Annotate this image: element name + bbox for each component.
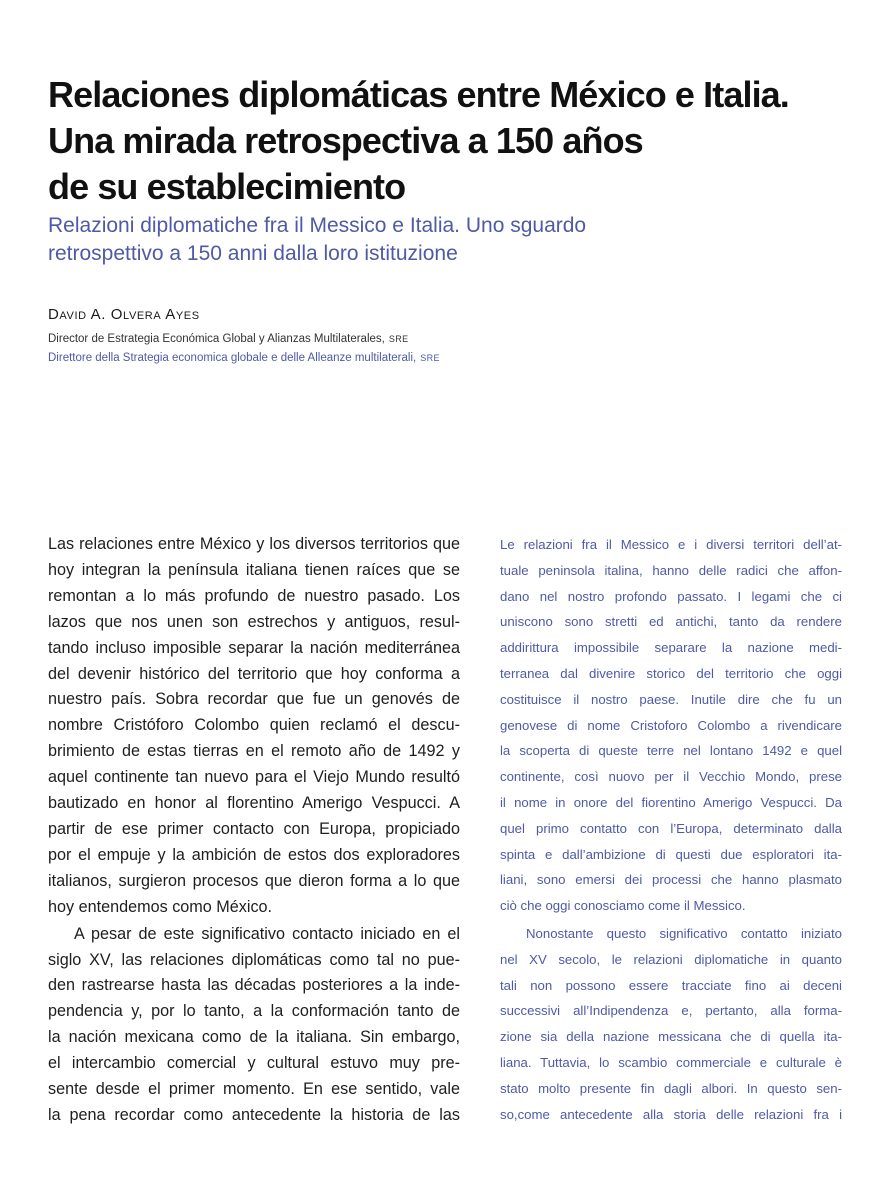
text-line: sente desde el primer momento. En ese sentido, vale [48,1080,460,1099]
text-line: italianos, surgieron procesos que dieron forma a lo que [48,871,460,890]
text-line: continente, così nuovo per il Vecchio Mondo, prese [500,769,842,785]
text-line: por el empuje y la ambición de estos dos exploradores [48,845,460,864]
org-abbreviation: SRE [420,353,440,363]
text-line: bautizado en honor al florentino Amerigo Vespucci. A [48,794,460,813]
subtitle-line: retrospettivo a 150 anni dalla loro istituzione [48,242,458,265]
text-line: A pesar de este significativo contacto iniciado en el [74,924,460,943]
text-line: den rastrearse hasta las décadas posteriores a la inde- [48,976,460,995]
paragraph [48,922,460,1129]
text-line: liani, sono emersi dei processi che hanno plasmato [500,872,842,888]
text-line: genovese di nome Cristoforo Colombo a rivendicare [500,717,842,733]
text-line: liana. Tuttavia, lo scambio commerciale e culturale è [500,1054,842,1070]
text-line: la scoperta di queste terre nel lontano 1492 e quel [500,743,842,759]
author-name: David A. Olvera Ayes [48,306,200,323]
text-line: il nome in onore del fiorentino Amerigo Vespucci. Da [500,794,842,810]
text-line: nombre Cristóforo Colombo quien reclamó el descu- [48,716,460,735]
text-line: aquel continente tan nuevo para el Viejo Mundo resultó [48,768,460,787]
text-line: lazos que nos unen son estrechos y antiguos, resul- [48,612,460,631]
body-column-spanish [48,532,460,1129]
text-line: la pena recordar como antecedente la historia de las [48,1105,460,1124]
text-line: nel XV secolo, le relazioni diplomatiche in quanto [500,951,842,967]
text-line: Le relazioni fra il Messico e i diversi territori dell’at- [500,537,842,552]
article-subtitle-italian [48,212,828,268]
text-line: pendencia y, por lo tanto, a la conformación tanto de [48,1002,460,1021]
text-line: tali non possono essere tracciate fino ai deceni [500,977,842,993]
text-line: brimiento de estas tierras en el remoto año de 1492 y [48,742,460,761]
text-line: siglo XV, las relaciones diplomáticas como tal no pue- [48,950,460,969]
text-line: nuestro país. Sobra recordar que fue un genovés de [48,690,460,709]
text-line: addirittura impossibile separare la nazione medi- [500,640,842,656]
text-line: Nonostante questo significativo contatto iniziato [526,925,842,941]
text-line: quel primo contatto con l’Europa, determinato dalla [500,820,842,836]
text-line: partir de ese primer contacto con Europa, propiciado [48,819,460,838]
text-line: zione sia della nazione messicana che di quella ita- [500,1029,842,1045]
text-line: dano nel nostro profondo passato. I legami che ci [500,588,842,604]
text-line: uniscono sono stretti ed antichi, tanto da rendere [500,614,842,630]
article-title [48,72,848,210]
author-affiliation-spanish [48,333,409,345]
text-line: tando incluso imposible separar la nación mediterránea [48,638,460,657]
text-line: hoy integran la península italiana tienen raíces que se [48,560,460,579]
text-line: spinta e dall’ambizione di questi due esploratori ita- [500,846,842,862]
paragraph [500,532,842,919]
text-line: so,come antecedente alla storia delle relazioni fra i [500,1106,842,1122]
title-line: Una mirada retrospectiva a 150 años [48,120,643,161]
author-affiliation-italian [48,352,440,364]
body-column-italian [500,532,842,1127]
title-line: de su establecimiento [48,166,406,207]
text-line: del devenir histórico del territorio que hoy conforma a [48,664,460,683]
affiliation-text: Director de Estrategia Económica Global y Alianzas Multilaterales, [48,333,385,345]
subtitle-line: Relazioni diplomatiche fra il Messico e Italia. Uno sguardo [48,214,587,237]
text-line: el intercambio comercial y cultural estuvo muy pre- [48,1054,460,1073]
text-line: remontan a lo más profundo de nuestro pasado. Los [48,586,460,605]
paragraph [48,532,460,921]
text-line: tuale peninsola italina, hanno delle radici che affon- [500,562,842,578]
text-line: successivi all’Indipendenza e, pertanto, alla forma- [500,1003,842,1019]
title-line: Relaciones diplomáticas entre México e Italia. [48,74,789,115]
text-line: terranea dal divenire storico del territorio che oggi [500,665,842,681]
text-line: hoy entendemos como México. [48,897,273,916]
text-line: ciò che oggi conosciamo come il Messico. [500,898,746,914]
org-abbreviation: SRE [388,334,409,344]
text-line: la nación mexicana como de la italiana. Sin embargo, [48,1028,460,1047]
text-line: costituisce il nostro paese. Inutile dire che fu un [500,691,842,707]
paragraph [500,921,842,1127]
text-line: stato molto presente fin dagli albori. In questo sen- [500,1080,842,1096]
affiliation-text: Direttore della Strategia economica globale e delle Alleanze multilaterali, [48,352,417,364]
text-line: Las relaciones entre México y los diversos territorios que [48,535,460,553]
